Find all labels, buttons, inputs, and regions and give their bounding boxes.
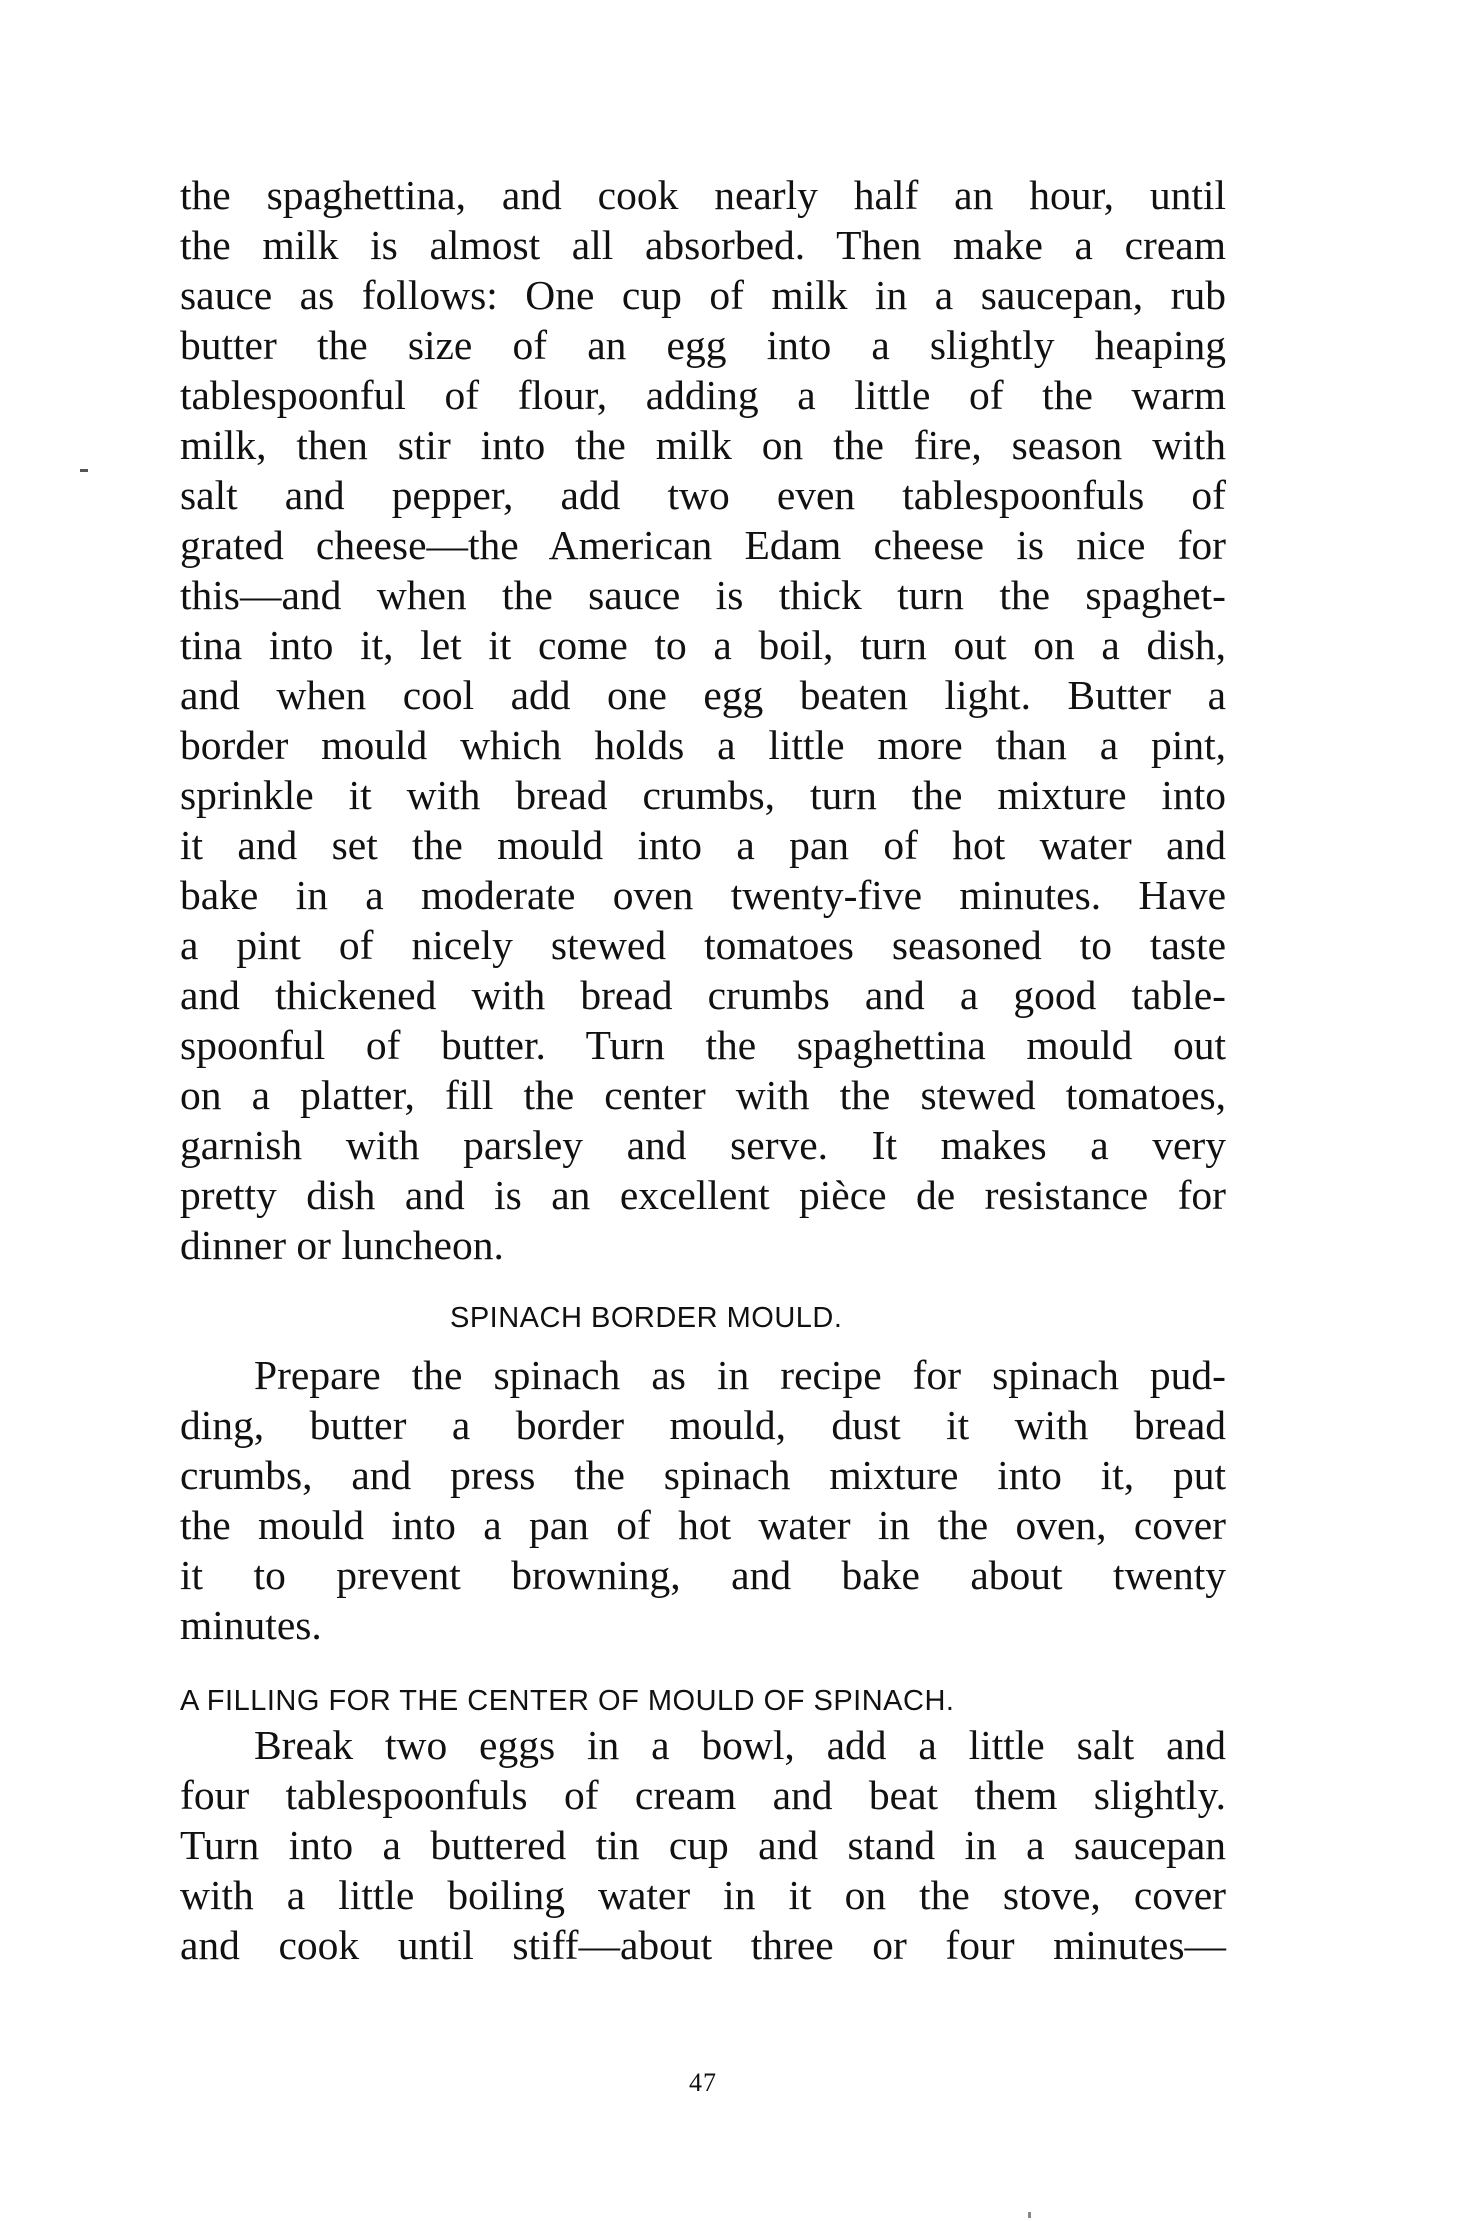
text-line: butter the size of an egg into a slightly heaping <box>180 322 1226 368</box>
text-line: milk, then stir into the milk on the fire, season with <box>180 422 1226 468</box>
heading-spinach-border-mould: SPINACH BORDER MOULD. <box>450 1302 843 1334</box>
text-line: spoonful of butter. Turn the spaghettina mould out <box>180 1022 1226 1068</box>
text-line: Break two eggs in a bowl, add a little salt and <box>254 1722 1226 1768</box>
text-line: ding, butter a border mould, dust it with bread <box>180 1402 1226 1448</box>
text-line: pretty dish and is an excellent pièce de resistance for <box>180 1172 1226 1218</box>
text-line: and cook until stiff—about three or four minutes— <box>180 1922 1226 1968</box>
text-line: the mould into a pan of hot water in the oven, cover <box>180 1502 1226 1548</box>
paragraph-spinach-border-mould <box>180 1350 1226 1650</box>
text-line: sauce as follows: One cup of milk in a saucepan, rub <box>180 272 1226 318</box>
heading-filling-for-mould: A FILLING FOR THE CENTER OF MOULD OF SPINACH. <box>180 1685 955 1717</box>
text-line: crumbs, and press the spinach mixture into it, put <box>180 1452 1226 1498</box>
page-number: 47 <box>689 2068 717 2097</box>
text-line: it to prevent browning, and bake about twenty <box>180 1552 1226 1598</box>
text-line: bake in a moderate oven twenty-five minutes. Have <box>180 872 1226 918</box>
text-line: dinner or luncheon. <box>180 1222 504 1268</box>
text-line: salt and pepper, add two even tablespoonfuls of <box>180 472 1226 518</box>
text-line: with a little boiling water in it on the stove, cover <box>180 1872 1226 1918</box>
text-line: a pint of nicely stewed tomatoes seasoned to taste <box>180 922 1226 968</box>
text-line: it and set the mould into a pan of hot water and <box>180 822 1226 868</box>
text-line: this—and when the sauce is thick turn the spaghet- <box>180 572 1226 618</box>
text-line: on a platter, fill the center with the stewed tomatoes, <box>180 1072 1226 1118</box>
text-line: four tablespoonfuls of cream and beat them slightly. <box>180 1772 1226 1818</box>
text-line: tina into it, let it come to a boil, turn out on a dish, <box>180 622 1226 668</box>
text-line: Turn into a buttered tin cup and stand in a saucepan <box>180 1822 1226 1868</box>
text-line: tablespoonful of flour, adding a little of the warm <box>180 372 1226 418</box>
text-line: border mould which holds a little more than a pint, <box>180 722 1226 768</box>
paragraph-spaghettina-continued <box>180 170 1226 1270</box>
scan-speck <box>1028 2212 1031 2218</box>
text-line: and thickened with bread crumbs and a good table- <box>180 972 1226 1018</box>
text-line: and when cool add one egg beaten light. Butter a <box>180 672 1226 718</box>
text-line: the milk is almost all absorbed. Then make a cream <box>180 222 1226 268</box>
text-line: minutes. <box>180 1602 322 1648</box>
text-line: sprinkle it with bread crumbs, turn the mixture into <box>180 772 1226 818</box>
text-line: garnish with parsley and serve. It makes a very <box>180 1122 1226 1168</box>
text-line: Prepare the spinach as in recipe for spinach pud- <box>254 1352 1226 1398</box>
margin-mark <box>80 469 88 472</box>
text-line: grated cheese—the American Edam cheese is nice for <box>180 522 1226 568</box>
paragraph-filling-for-mould <box>180 1720 1226 1970</box>
text-line: the spaghettina, and cook nearly half an hour, until <box>180 172 1226 218</box>
